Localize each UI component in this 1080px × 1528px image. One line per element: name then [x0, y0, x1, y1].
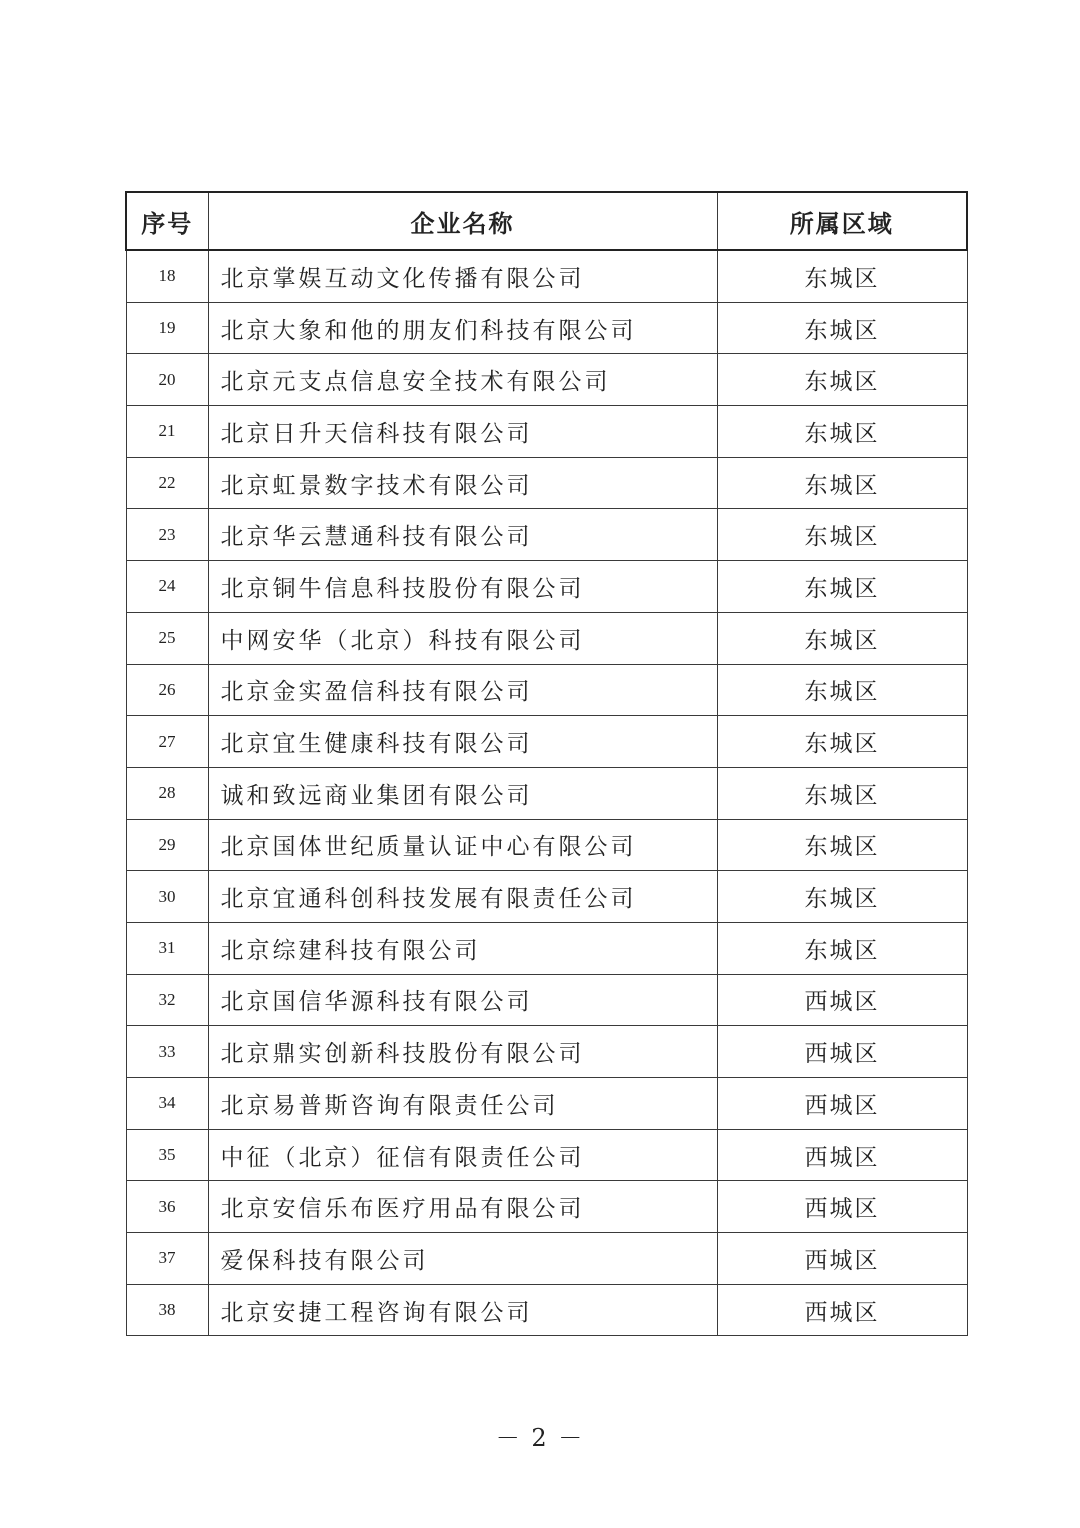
- row-number: 20: [126, 354, 208, 406]
- region: 东城区: [717, 612, 967, 664]
- header-no: 序号: [126, 192, 208, 250]
- table-row: [126, 1233, 967, 1285]
- table-row: [126, 974, 967, 1026]
- table-row: [126, 716, 967, 768]
- region: 西城区: [717, 1233, 967, 1285]
- region: 东城区: [717, 406, 967, 458]
- region: 西城区: [717, 1129, 967, 1181]
- company-name: 北京安信乐布医疗用品有限公司: [208, 1181, 717, 1233]
- row-number: 27: [126, 716, 208, 768]
- page-number: － 2 －: [495, 1424, 585, 1452]
- row-number: 37: [126, 1233, 208, 1285]
- company-name: 北京安捷工程咨询有限公司: [208, 1284, 717, 1336]
- company-name: 北京综建科技有限公司: [208, 922, 717, 974]
- row-number: 18: [126, 250, 208, 302]
- table-row: [126, 922, 967, 974]
- region: 西城区: [717, 1078, 967, 1130]
- company-name: 诚和致远商业集团有限公司: [208, 767, 717, 819]
- row-number: 24: [126, 561, 208, 613]
- row-number: 33: [126, 1026, 208, 1078]
- company-name: 北京鼎实创新科技股份有限公司: [208, 1026, 717, 1078]
- row-number: 34: [126, 1078, 208, 1130]
- region: 东城区: [717, 354, 967, 406]
- company-name: 北京大象和他的朋友们科技有限公司: [208, 302, 717, 354]
- row-number: 35: [126, 1129, 208, 1181]
- region: 西城区: [717, 1284, 967, 1336]
- table-row: [126, 1129, 967, 1181]
- region: 东城区: [717, 664, 967, 716]
- region: 东城区: [717, 819, 967, 871]
- region: 西城区: [717, 1026, 967, 1078]
- table-row: [126, 406, 967, 458]
- row-number: 32: [126, 974, 208, 1026]
- table-row: [126, 1284, 967, 1336]
- row-number: 29: [126, 819, 208, 871]
- company-name: 北京国信华源科技有限公司: [208, 974, 717, 1026]
- company-table: [125, 191, 968, 1336]
- region: 东城区: [717, 250, 967, 302]
- company-name: 北京宜生健康科技有限公司: [208, 716, 717, 768]
- company-name: 北京日升天信科技有限公司: [208, 406, 717, 458]
- table-body: [126, 250, 967, 1336]
- row-number: 21: [126, 406, 208, 458]
- region: 东城区: [717, 509, 967, 561]
- row-number: 38: [126, 1284, 208, 1336]
- table-header: [126, 192, 967, 250]
- table-row: [126, 871, 967, 923]
- row-number: 25: [126, 612, 208, 664]
- region: 东城区: [717, 457, 967, 509]
- row-number: 22: [126, 457, 208, 509]
- table-row: [126, 457, 967, 509]
- company-name: 北京华云慧通科技有限公司: [208, 509, 717, 561]
- header-company-name: 企业名称: [208, 192, 717, 250]
- company-name: 北京元支点信息安全技术有限公司: [208, 354, 717, 406]
- table-row: [126, 1181, 967, 1233]
- company-name: 中征（北京）征信有限责任公司: [208, 1129, 717, 1181]
- company-name: 爱保科技有限公司: [208, 1233, 717, 1285]
- row-number: 30: [126, 871, 208, 923]
- table-row: [126, 612, 967, 664]
- company-name: 北京掌娱互动文化传播有限公司: [208, 250, 717, 302]
- region: 西城区: [717, 1181, 967, 1233]
- table-row: [126, 250, 967, 302]
- table-row: [126, 354, 967, 406]
- table-row: [126, 302, 967, 354]
- header-row: [126, 192, 967, 250]
- table-row: [126, 561, 967, 613]
- region: 东城区: [717, 561, 967, 613]
- row-number: 19: [126, 302, 208, 354]
- table-row: [126, 819, 967, 871]
- company-name: 北京国体世纪质量认证中心有限公司: [208, 819, 717, 871]
- region: 东城区: [717, 302, 967, 354]
- company-name: 北京宜通科创科技发展有限责任公司: [208, 871, 717, 923]
- region: 东城区: [717, 871, 967, 923]
- table-row: [126, 1026, 967, 1078]
- company-name: 北京金实盈信科技有限公司: [208, 664, 717, 716]
- row-number: 28: [126, 767, 208, 819]
- company-name: 中网安华（北京）科技有限公司: [208, 612, 717, 664]
- row-number: 26: [126, 664, 208, 716]
- region: 东城区: [717, 767, 967, 819]
- company-name: 北京铜牛信息科技股份有限公司: [208, 561, 717, 613]
- row-number: 23: [126, 509, 208, 561]
- table-row: [126, 1078, 967, 1130]
- row-number: 36: [126, 1181, 208, 1233]
- region: 东城区: [717, 716, 967, 768]
- company-name: 北京易普斯咨询有限责任公司: [208, 1078, 717, 1130]
- table-row: [126, 767, 967, 819]
- company-name: 北京虹景数字技术有限公司: [208, 457, 717, 509]
- table-row: [126, 664, 967, 716]
- row-number: 31: [126, 922, 208, 974]
- header-region: 所属区域: [717, 192, 967, 250]
- table-row: [126, 509, 967, 561]
- region: 东城区: [717, 922, 967, 974]
- region: 西城区: [717, 974, 967, 1026]
